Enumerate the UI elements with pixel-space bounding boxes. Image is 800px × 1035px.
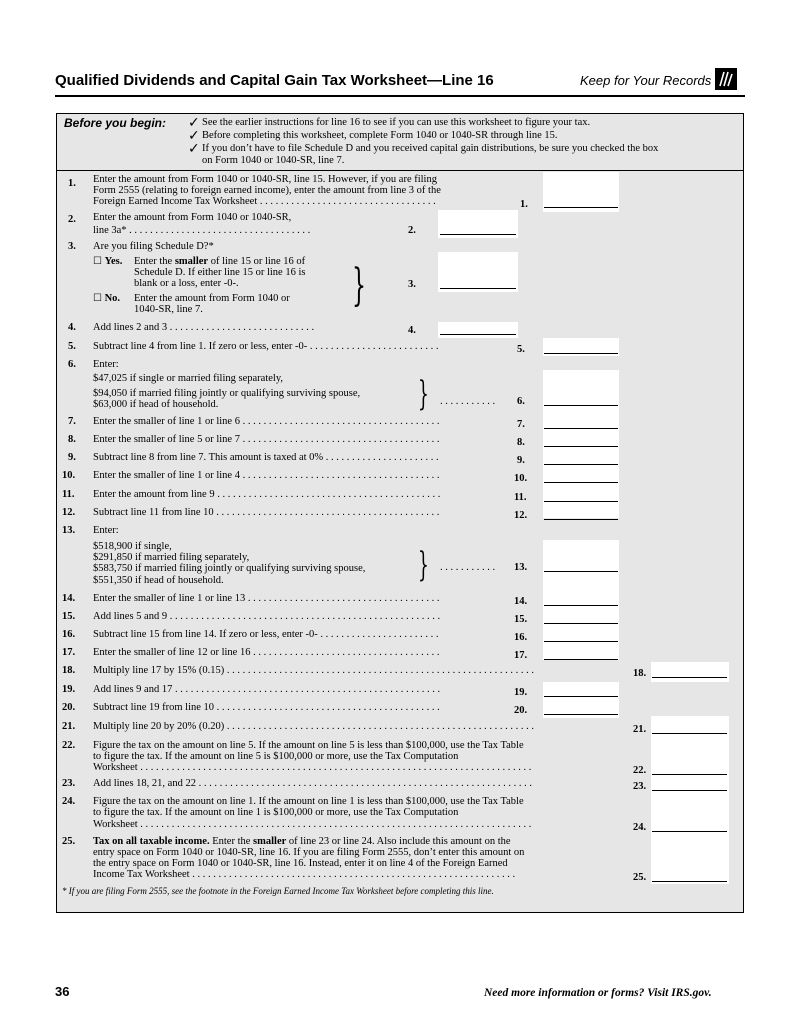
line-23-number: 23.	[62, 778, 76, 789]
answer-bg	[438, 322, 518, 338]
line-9-number: 9.	[68, 452, 76, 463]
line-5-ref: 5.	[517, 344, 525, 355]
line-15-text: Add lines 5 and 9 . . . . . . . . . . . . . . . . . . . . . . . . . . . . . . . . . . . . . . . . . . . . . . . . . . . .	[93, 611, 441, 622]
line-20-ref: 20.	[514, 705, 528, 716]
line-5-number: 5.	[68, 341, 76, 352]
line-13-ref: 13.	[514, 562, 528, 573]
line-10-entry[interactable]	[544, 482, 618, 483]
line-19-text: Add lines 9 and 17 . . . . . . . . . . . . . . . . . . . . . . . . . . . . . . . . . . . . . . . . . . . . . . . . . . .	[93, 684, 441, 695]
line-24-entry[interactable]	[652, 831, 727, 832]
line-3-text: Are you filing Schedule D?*	[93, 241, 214, 252]
line-24-text: to figure the tax. If the amount on line 1 is $100,000 or more, use the Tax Computation	[93, 807, 459, 818]
line-25-text: the entry space on Form 1040 or 1040-SR, line 16. Instead, enter it on line 4 of the Foreign Earned	[93, 858, 508, 869]
line-20-entry[interactable]	[544, 714, 618, 715]
line-12-text: Subtract line 11 from line 10 . . . . . . . . . . . . . . . . . . . . . . . . . . . . . . . . . . . . . . . . . . .	[93, 507, 440, 518]
line-18-entry[interactable]	[652, 677, 727, 678]
line-25-text: Income Tax Worksheet . . . . . . . . . . . . . . . . . . . . . . . . . . . . . . . . . . . . . . . . . . . . . . . . . . . . . . . . . . . . . .	[93, 869, 516, 880]
line-3-yes-text: Enter the smaller of line 15 or line 16 of	[134, 256, 306, 267]
line-25-text: Tax on all taxable income. Enter the smaller of line 23 or line 24. Also include this amount on the	[93, 836, 511, 847]
line-11-text: Enter the amount from line 9 . . . . . . . . . . . . . . . . . . . . . . . . . . . . . . . . . . . . . . . . . . .	[93, 489, 441, 500]
line-22-number: 22.	[62, 740, 76, 751]
line-4-text: Add lines 2 and 3 . . . . . . . . . . . . . . . . . . . . . . . . . . . .	[93, 322, 315, 333]
line-8-text: Enter the smaller of line 5 or line 7 . . . . . . . . . . . . . . . . . . . . . . . . . . . . . . . . . . . . . .	[93, 434, 440, 445]
answer-bg	[651, 716, 729, 884]
answer-bg	[543, 172, 619, 212]
line-23-text: Add lines 18, 21, and 22 . . . . . . . . . . . . . . . . . . . . . . . . . . . . . . . . . . . . . . . . . . . . . . . . . . . . . . . . . . . . . . . .	[93, 778, 532, 789]
line-25-entry[interactable]	[652, 881, 727, 882]
line-14-text: Enter the smaller of line 1 or line 13 . . . . . . . . . . . . . . . . . . . . . . . . . . . . . . . . . . . . .	[93, 593, 440, 604]
line-11-ref: 11.	[514, 492, 527, 503]
line-6-ref: 6.	[517, 396, 525, 407]
line-22-text: Worksheet . . . . . . . . . . . . . . . . . . . . . . . . . . . . . . . . . . . . . . . . . . . . . . . . . . . . . . . . . . . . . . . . . . . . . . . . . . .	[93, 762, 532, 773]
line-13-text: Enter:	[93, 525, 119, 536]
line-8-entry[interactable]	[544, 446, 618, 447]
line-6-entry[interactable]	[544, 405, 618, 406]
line-8-ref: 8.	[517, 437, 525, 448]
line-1-text: Foreign Earned Income Tax Worksheet . . . . . . . . . . . . . . . . . . . . . . . . . . . . . . . . . .	[93, 196, 436, 207]
line-2-entry[interactable]	[440, 234, 516, 235]
line-9-ref: 9.	[517, 455, 525, 466]
line-21-number: 21.	[62, 721, 76, 732]
line-12-ref: 12.	[514, 510, 528, 521]
line-3-yes: ☐ Yes.	[93, 256, 123, 267]
line-18-text: Multiply line 17 by 15% (0.15) . . . . . . . . . . . . . . . . . . . . . . . . . . . . . . . . . . . . . . . . . . . . . . . . . . . . . . . . . . .	[93, 665, 534, 676]
line-3-no: ☐ No.	[93, 293, 121, 304]
line-15-number: 15.	[62, 611, 76, 622]
line-22-entry[interactable]	[652, 774, 727, 775]
line-1-entry[interactable]	[544, 207, 618, 208]
line-13-number: 13.	[62, 525, 76, 536]
line-3-ref: 3.	[408, 279, 416, 290]
page-number: 36	[55, 984, 70, 999]
line-20-number: 20.	[62, 702, 76, 713]
footnote: * If you are filing Form 2555, see the footnote in the Foreign Earned Income Tax Worksheet before completing this line.	[62, 886, 494, 896]
line-22-text: Figure the tax on the amount on line 5. If the amount on line 5 is less than $100,000, use the Tax Table	[93, 740, 524, 751]
line-6-number: 6.	[68, 359, 76, 370]
line-5-entry[interactable]	[544, 353, 618, 354]
before-you-begin-label: Before you begin:	[64, 116, 167, 130]
irs-link-text: Need more information or forms? Visit IRS.gov.	[484, 987, 712, 999]
before-item: If you don’t have to file Schedule D and you received capital gain distributions, be sure you checked the box	[202, 143, 659, 154]
line-7-text: Enter the smaller of line 1 or line 6 . . . . . . . . . . . . . . . . . . . . . . . . . . . . . . . . . . . . . .	[93, 416, 440, 427]
line-16-text: Subtract line 15 from line 14. If zero or less, enter -0- . . . . . . . . . . . . . . . . . . . . . . .	[93, 629, 439, 640]
line-9-entry[interactable]	[544, 464, 618, 465]
line-10-ref: 10.	[514, 473, 528, 484]
line-6-dots: . . . . . . . . . . .	[440, 396, 496, 407]
line-6-text: $94,050 if married filing jointly or qualifying surviving spouse,	[93, 388, 361, 399]
line-11-number: 11.	[62, 489, 75, 500]
answer-bg	[543, 540, 619, 660]
line-17-text: Enter the smaller of line 12 or line 16 . . . . . . . . . . . . . . . . . . . . . . . . . . . . . . . . . . . .	[93, 647, 440, 658]
records-icon	[715, 68, 737, 90]
line-7-number: 7.	[68, 416, 76, 427]
yes-checkbox[interactable]: ☐	[93, 256, 102, 267]
line-7-entry[interactable]	[544, 428, 618, 429]
line-25-ref: 25.	[633, 872, 647, 883]
line-12-entry[interactable]	[544, 519, 618, 520]
line-3-entry[interactable]	[440, 288, 516, 289]
line-1-ref: 1.	[520, 199, 528, 210]
line-3-number: 3.	[68, 241, 76, 252]
line-15-ref: 15.	[514, 614, 528, 625]
line-13-text: $583,750 if married filing jointly or qualifying surviving spouse,	[93, 563, 366, 574]
answer-bg	[543, 682, 619, 718]
section-divider	[57, 170, 743, 171]
check-icon: ✓	[188, 128, 200, 144]
line-24-ref: 24.	[633, 822, 647, 833]
line-11-entry[interactable]	[544, 501, 618, 502]
line-18-number: 18.	[62, 665, 76, 676]
line-1-text: Form 2555 (relating to foreign earned income), enter the amount from line 3 of the	[93, 185, 441, 196]
line-3-no-text: Enter the amount from Form 1040 or	[134, 293, 290, 304]
line-2-number: 2.	[68, 214, 76, 225]
line-16-entry[interactable]	[544, 641, 618, 642]
line-7-ref: 7.	[517, 419, 525, 430]
line-10-number: 10.	[62, 470, 76, 481]
line-19-ref: 19.	[514, 687, 528, 698]
line-22-text: to figure the tax. If the amount on line 5 is $100,000 or more, use the Tax Computation	[93, 751, 459, 762]
check-icon: ✓	[188, 141, 200, 157]
line-19-entry[interactable]	[544, 696, 618, 697]
line-13-entry[interactable]	[544, 571, 618, 572]
before-item: See the earlier instructions for line 16 to see if you can use this worksheet to figure your tax.	[202, 117, 591, 128]
check-icon: ✓	[188, 115, 200, 131]
answer-bg	[651, 662, 729, 682]
line-17-number: 17.	[62, 647, 76, 658]
line-18-ref: 18.	[633, 668, 647, 679]
line-25-text: entry space on Form 1040 or 1040-SR, line 16. If you are filing Form 2555, don’t enter this amount on	[93, 847, 525, 858]
page-title: Qualified Dividends and Capital Gain Tax Worksheet—Line 16	[55, 72, 494, 89]
line-17-entry[interactable]	[544, 659, 618, 660]
line-4-ref: 4.	[408, 325, 416, 336]
line-16-ref: 16.	[514, 632, 528, 643]
line-3-yes-text: Schedule D. If either line 15 or line 16 is	[134, 267, 306, 278]
brace-icon: }	[418, 374, 429, 414]
answer-bg	[543, 370, 619, 518]
line-6-text: $63,000 if head of household.	[93, 399, 219, 410]
line-4-number: 4.	[68, 322, 76, 333]
line-22-ref: 22.	[633, 765, 647, 776]
line-2-text: line 3a* . . . . . . . . . . . . . . . . . . . . . . . . . . . . . . . . . . .	[93, 225, 311, 236]
before-item: Before completing this worksheet, complete Form 1040 or 1040-SR through line 15.	[202, 130, 558, 141]
line-4-entry[interactable]	[440, 334, 516, 335]
line-3-yes-text: blank or a loss, enter -0-.	[134, 278, 239, 289]
line-17-ref: 17.	[514, 650, 528, 661]
before-item: on Form 1040 or 1040-SR, line 7.	[202, 155, 345, 166]
header-rule	[55, 95, 745, 97]
line-15-entry[interactable]	[544, 623, 618, 624]
line-8-number: 8.	[68, 434, 76, 445]
line-3-no-text: 1040-SR, line 7.	[134, 304, 203, 315]
line-12-number: 12.	[62, 507, 76, 518]
no-checkbox[interactable]: ☐	[93, 293, 102, 304]
line-14-number: 14.	[62, 593, 76, 604]
line-13-text: $551,350 if head of household.	[93, 575, 224, 586]
line-10-text: Enter the smaller of line 1 or line 4 . . . . . . . . . . . . . . . . . . . . . . . . . . . . . . . . . . . . . .	[93, 470, 440, 481]
line-6-text: $47,025 if single or married filing separately,	[93, 373, 284, 384]
line-24-text: Figure the tax on the amount on line 1. If the amount on line 1 is less than $100,000, use the Tax Table	[93, 796, 524, 807]
line-23-ref: 23.	[633, 781, 647, 792]
line-25-number: 25.	[62, 836, 76, 847]
answer-bg	[438, 252, 518, 292]
line-1-text: Enter the amount from Form 1040 or 1040-SR, line 15. However, if you are filing	[93, 174, 437, 185]
line-19-number: 19.	[62, 684, 76, 695]
line-13-text: $518,900 if single,	[93, 541, 172, 552]
line-2-ref: 2.	[408, 225, 416, 236]
line-6-text: Enter:	[93, 359, 119, 370]
line-16-number: 16.	[62, 629, 76, 640]
keep-records-label: Keep for Your Records	[580, 73, 712, 88]
line-14-ref: 14.	[514, 596, 528, 607]
line-24-text: Worksheet . . . . . . . . . . . . . . . . . . . . . . . . . . . . . . . . . . . . . . . . . . . . . . . . . . . . . . . . . . . . . . . . . . . . . . . . . . .	[93, 819, 532, 830]
line-14-entry[interactable]	[544, 605, 618, 606]
line-1-number: 1.	[68, 178, 76, 189]
line-2-text: Enter the amount from Form 1040 or 1040-SR,	[93, 212, 292, 223]
line-23-entry[interactable]	[652, 790, 727, 791]
line-21-text: Multiply line 20 by 20% (0.20) . . . . . . . . . . . . . . . . . . . . . . . . . . . . . . . . . . . . . . . . . . . . . . . . . . . . . . . . . . .	[93, 721, 534, 732]
line-21-ref: 21.	[633, 724, 647, 735]
line-24-number: 24.	[62, 796, 76, 807]
line-5-text: Subtract line 4 from line 1. If zero or less, enter -0- . . . . . . . . . . . . . . . . . . . . . . . . .	[93, 341, 439, 352]
line-13-text: $291,850 if married filing separately,	[93, 552, 250, 563]
line-20-text: Subtract line 19 from line 10 . . . . . . . . . . . . . . . . . . . . . . . . . . . . . . . . . . . . . . . . . . .	[93, 702, 440, 713]
line-9-text: Subtract line 8 from line 7. This amount is taxed at 0% . . . . . . . . . . . . . . . . . . . . . .	[93, 452, 439, 463]
brace-icon: }	[352, 260, 366, 311]
line-21-entry[interactable]	[652, 733, 727, 734]
line-13-dots: . . . . . . . . . . .	[440, 562, 496, 573]
brace-icon: }	[418, 545, 429, 585]
